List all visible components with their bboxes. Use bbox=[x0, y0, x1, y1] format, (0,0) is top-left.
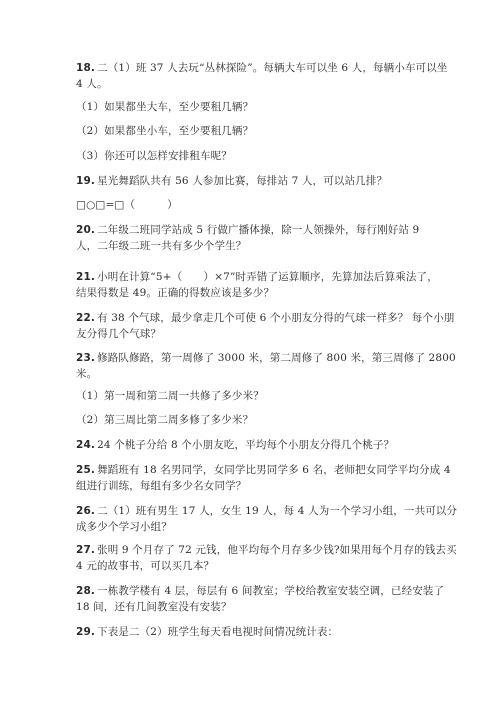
problem-text: 二（1）班有男生 17 人，女生 19 人，每 4 人为一个学习小组，一共可以分 bbox=[97, 505, 458, 517]
problem-20-continued: 人，二年级二班一共有多少个学生？ bbox=[76, 240, 247, 252]
problem-18-subquestion-1: （1）如果都坐大车，至少要租几辆？ bbox=[76, 101, 254, 113]
problem-number: 28. bbox=[76, 585, 96, 597]
problem-text: 有 38 个气球，最少拿走几个可使 6 个小朋友分得的气球一样多？ 每个小朋 bbox=[97, 312, 455, 324]
problem-text: 舞蹈班有 18 名男同学，女同学比男同学多 6 名，老师把女同学平均分成 4 bbox=[97, 464, 451, 476]
problem-22-continued: 友分得几个气球？ bbox=[76, 328, 162, 340]
problem-23-subquestion-1: （1）第一周和第二周一共修了多少米？ bbox=[76, 390, 264, 402]
problem-text: 小明在计算“5+（ ）×7”时弄错了运算顺序，先算加法后算乘法了， bbox=[97, 271, 438, 283]
problem-text: 张明 9 个月存了 72 元钱，他平均每个月存多少钱?如果用每个月存的钱去买 bbox=[97, 544, 457, 556]
problem-19-answer-blank: □○□=□（ ） bbox=[76, 199, 178, 211]
problem-23-subquestion-2: （2）第三周比第二周多修了多少米？ bbox=[76, 414, 254, 426]
problem-text: 24 个桃子分给 8 个小朋友吃，平均每个小朋友分得几个桃子？ bbox=[97, 439, 395, 451]
problem-27-continued: 4 元的故事书，可以买几本？ bbox=[76, 560, 215, 572]
problem-text: 修路队修路，第一周修了 3000 米，第二周修了 800 米，第三周修了 2800 bbox=[97, 352, 456, 364]
problem-number: 23. bbox=[76, 352, 96, 364]
problem-number: 29. bbox=[76, 626, 96, 638]
problem-21-continued: 结果得数是 49。正确的得数应该是多少？ bbox=[76, 287, 275, 299]
problem-23-continued: 米。 bbox=[76, 368, 98, 380]
problem-number: 22. bbox=[76, 312, 96, 324]
problem-number: 19. bbox=[76, 175, 96, 187]
problem-number: 21. bbox=[76, 271, 96, 283]
problem-25-continued: 组进行训练，每组有多少名女同学？ bbox=[76, 480, 247, 492]
problem-28-continued: 18 间，还有几间教室没有安装？ bbox=[76, 601, 232, 613]
problem-26-continued: 成多少个学习小组？ bbox=[76, 521, 172, 533]
problem-number: 27. bbox=[76, 544, 96, 556]
problem-number: 20. bbox=[76, 224, 96, 236]
problem-text: 一栋教学楼有 4 层，每层有 6 间教室；学校给教室安装空调，已经安装了 bbox=[97, 585, 445, 597]
problem-text: 星光舞蹈队共有 56 人参加比赛，每排站 7 人，可以站几排？ bbox=[97, 175, 388, 187]
problem-19 bbox=[76, 172, 436, 190]
problem-18-subquestion-2: （2）如果都坐小车，至少要租几辆？ bbox=[76, 125, 254, 137]
problem-text: 下表是二（2）班学生每天看电视时间情况统计表： bbox=[97, 626, 339, 638]
problem-18-continued: 4 人。 bbox=[76, 78, 108, 90]
problem-text: 二年级二班同学站成 5 行做广播体操，除一人领操外，每行刚好站 9 bbox=[97, 224, 420, 236]
problem-text: 二（1）班 37 人去玩“丛林探险”。每辆大车可以坐 6 人，每辆小车可以坐 bbox=[97, 62, 448, 74]
problem-29 bbox=[76, 623, 436, 641]
problem-number: 26. bbox=[76, 505, 96, 517]
problem-24 bbox=[76, 436, 436, 454]
problem-number: 18. bbox=[76, 62, 96, 74]
problem-number: 24. bbox=[76, 439, 96, 451]
problem-18-subquestion-3: （3）你还可以怎样安排租车呢？ bbox=[76, 150, 232, 162]
problem-number: 25. bbox=[76, 464, 96, 476]
